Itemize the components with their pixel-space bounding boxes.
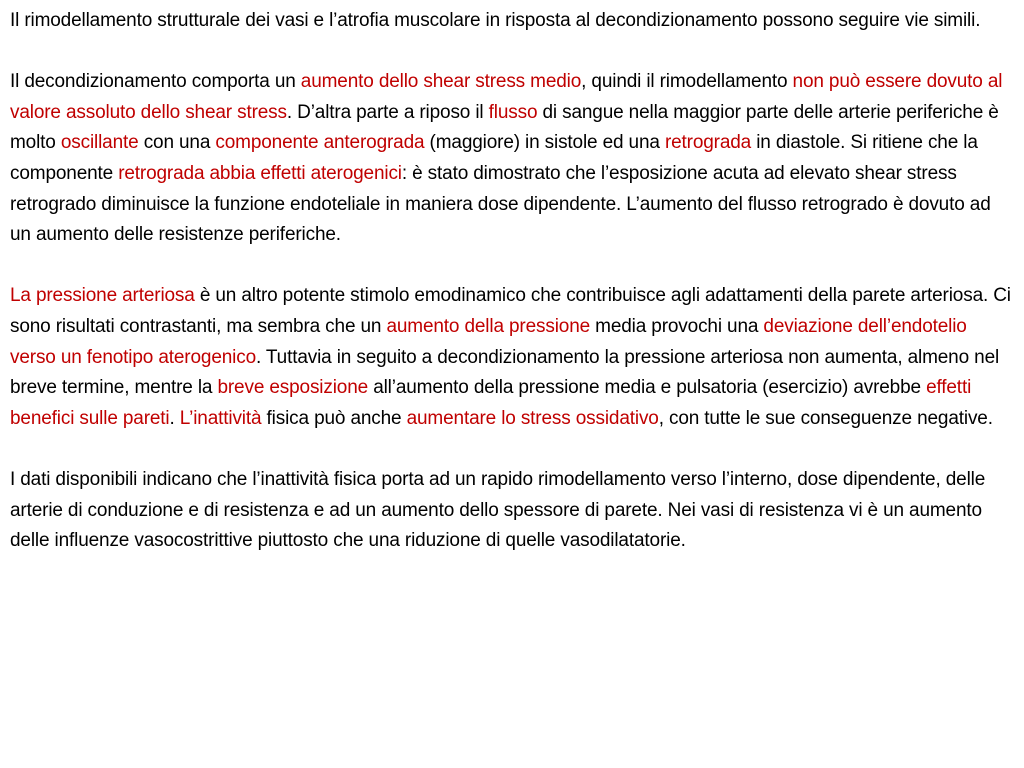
text-segment: .	[169, 407, 180, 429]
text-segment: , con tutte le sue conseguenze negative.	[658, 407, 993, 429]
highlighted-phrase: retrograda	[664, 132, 752, 154]
highlighted-phrase: aumento dello shear stress medio	[300, 71, 582, 93]
highlighted-phrase: non può essere dovuto al valore assoluto dello shear stress	[10, 71, 1003, 123]
highlighted-phrase: flusso	[488, 101, 538, 123]
paragraph-inactivity-data	[10, 465, 1016, 557]
text-segment: Il rimodellamento strutturale dei vasi e l’atrofia muscolare in risposta al decondizionamento possono seguire vie simili.	[10, 10, 981, 31]
text-segment: (maggiore) in sistole ed una	[424, 132, 665, 154]
paragraph-shear-stress	[10, 67, 1016, 251]
text-segment: con una	[138, 132, 216, 154]
text-segment: di sangue nella maggior parte delle arterie periferiche è molto	[10, 101, 999, 154]
paragraph-blood-pressure	[10, 281, 1016, 434]
text-segment: I dati disponibili indicano che l’inattività fisica porta ad un rapido rimodellamento verso l’interno, dose dipendente, delle arterie di conduzione e di resistenza e ad un aumento dello spessore di parete. Nei vasi di resistenza vi è un aumento delle influenze vasocostrittive piuttosto che una riduzione di quelle vasodilatatorie.	[10, 468, 986, 552]
slide-body	[10, 6, 1016, 587]
highlighted-phrase: deviazione dell’endotelio verso un fenotipo aterogenico	[10, 315, 967, 368]
highlighted-phrase: aumento della pressione	[386, 315, 591, 337]
text-segment: in diastole. Si ritiene che la componente	[10, 132, 978, 184]
highlighted-phrase: L’inattività	[179, 407, 262, 429]
text-segment: media provochi una	[590, 315, 764, 337]
highlighted-phrase: effetti benefici sulle pareti	[10, 377, 972, 429]
paragraph-remodeling-intro	[10, 6, 1016, 37]
highlighted-phrase: breve esposizione	[217, 377, 369, 399]
text-segment: Il decondizionamento comporta un	[10, 71, 301, 93]
highlighted-phrase: retrograda abbia effetti aterogenici	[118, 162, 402, 184]
text-segment: : è stato dimostrato che l’esposizione acuta ad elevato shear stress retrogrado diminuisce la funzione endoteliale in maniera dose dipendente. L’aumento del flusso retrogrado è dovuto ad un aumento delle resistenze periferiche.	[10, 162, 991, 246]
text-segment: , quindi il rimodellamento	[581, 71, 793, 93]
highlighted-phrase: oscillante	[60, 132, 139, 154]
text-segment: all’aumento della pressione media e pulsatoria (esercizio) avrebbe	[368, 377, 927, 399]
text-segment: . Tuttavia in seguito a decondizionamento la pressione arteriosa non aumenta, almeno nel breve termine, mentre la	[10, 346, 1000, 399]
text-segment: fisica può anche	[261, 407, 407, 429]
highlighted-phrase: componente anterograda	[215, 132, 425, 154]
text-segment: . D’altra parte a riposo il	[286, 101, 489, 123]
text-segment: è un altro potente stimolo emodinamico che contribuisce agli adattamenti della parete arteriosa. Ci sono risultati contrastanti, ma sembra che un	[10, 285, 1011, 337]
highlighted-phrase: aumentare lo stress ossidativo	[406, 407, 659, 429]
highlighted-phrase: La pressione arteriosa	[10, 285, 195, 307]
